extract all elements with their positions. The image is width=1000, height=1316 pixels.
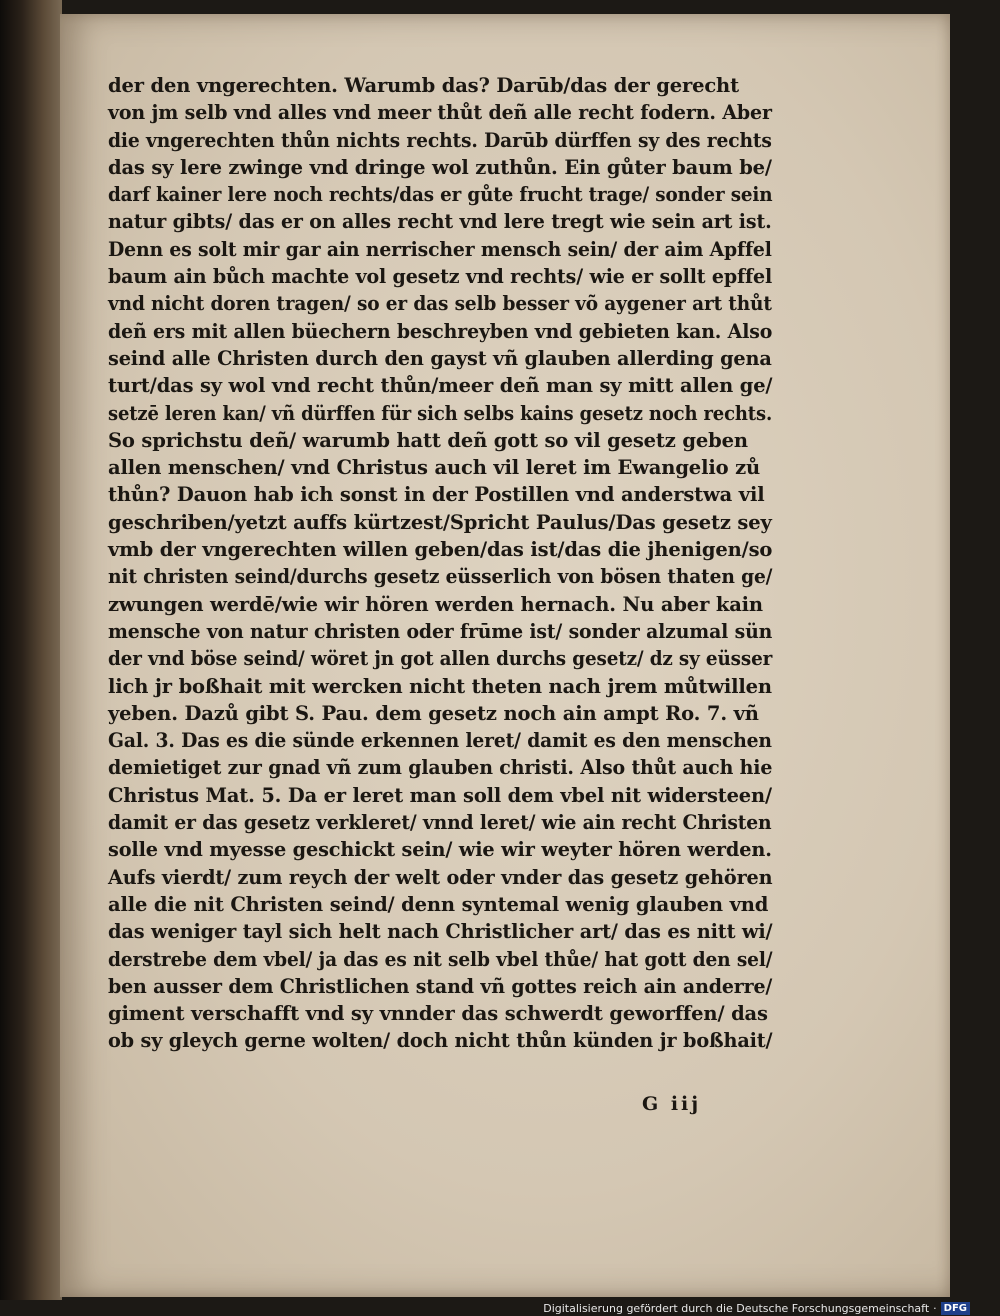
text-line: Aufs vierdt/ zum reych der welt oder vnder das gesetz gehören xyxy=(108,865,773,889)
text-line: baum ain bůch machte vol gesetz vnd rechts/ wie er sollt epffel xyxy=(108,265,773,289)
text-line: ben ausser dem Christlichen stand vñ gottes reich ain anderre/ xyxy=(108,974,773,998)
text-line: allen menschen/ vnd Christus auch vil leret im Ewangelio zů xyxy=(108,456,761,480)
text-line: So sprichstu deñ/ warumb hatt deñ gott so vil gesetz geben xyxy=(108,428,748,452)
text-line: demietiget zur gnad vñ zum glauben christi. Also thůt auch hie xyxy=(108,756,773,780)
text-line: Gal. 3. Das es die sünde erkennen leret/ damit es den menschen xyxy=(108,729,772,753)
text-line: lich jr boßhait mit wercken nicht theten nach jrem můtwillen xyxy=(108,674,772,698)
text-line: der vnd böse seind/ wöret jn got allen durchs gesetz/ dz sy eüsser xyxy=(108,647,773,671)
text-line: turt/das sy wol vnd recht thůn/meer deñ man sy mitt allen ge/ xyxy=(108,374,773,398)
text-line: giment verschafft vnd sy vnnder das schwerdt geworffen/ das xyxy=(108,1002,768,1026)
text-line: die vngerechten thůn nichts rechts. Darūb dürffen sy des rechts xyxy=(108,128,772,152)
text-line: mensche von natur christen oder frūme ist/ sonder alzumal sün xyxy=(108,619,773,643)
text-line: nit christen seind/durchs gesetz eüsserlich von bösen thaten ge/ xyxy=(108,565,773,589)
text-line: setzē leren kan/ vñ dürffen für sich selbs kains gesetz noch rechts. xyxy=(108,401,773,425)
text-line: von jm selb vnd alles vnd meer thůt deñ alle recht fodern. Aber xyxy=(108,101,772,125)
text-line: das weniger tayl sich helt nach Christlicher art/ das es nitt wi/ xyxy=(108,920,773,944)
text-line: solle vnd myesse geschickt sein/ wie wir weyter hören werden. xyxy=(108,838,772,862)
text-line: vnd nicht doren tragen/ so er das selb besser võ aygener art thůt xyxy=(108,292,772,316)
text-line: zwungen werdē/wie wir hören werden hernach. Nu aber kain xyxy=(108,592,763,616)
text-line: Denn es solt mir gar ain nerrischer mensch sein/ der aim Apffel xyxy=(108,237,772,261)
dfg-logo-icon: DFG xyxy=(941,1302,970,1315)
text-line: deñ ers mit allen büechern beschreyben vnd gebieten kan. Also xyxy=(108,319,773,343)
text-line: ob sy gleych gerne wolten/ doch nicht thůn künden jr boßhait/ xyxy=(108,1029,773,1053)
text-line: das sy lere zwinge vnd dringe wol zuthůn. Ein gůter baum be/ xyxy=(108,155,772,179)
book-spine-shadow xyxy=(0,0,62,1300)
text-line: Christus Mat. 5. Da er leret man soll dem vbel nit widersteen/ xyxy=(108,783,772,807)
text-line: derstrebe dem vbel/ ja das es nit selb vbel thůe/ hat gott den sel/ xyxy=(108,947,773,971)
signature-mark: G iij xyxy=(642,1093,702,1115)
text-line: darf kainer lere noch rechts/das er gůte frucht trage/ sonder sein xyxy=(108,183,773,207)
footer-credit: Digitalisierung gefördert durch die Deutsche Forschungsgemeinschaft xyxy=(543,1302,930,1315)
text-line: alle die nit Christen seind/ denn syntemal wenig glauben vnd xyxy=(108,892,769,916)
footer-separator: · xyxy=(933,1302,937,1315)
text-line: geschriben/yetzt auffs kürtzest/Spricht Paulus/Das gesetz sey xyxy=(108,510,772,534)
text-line: damit er das gesetz verkleret/ vnnd leret/ wie ain recht Christen xyxy=(108,811,772,835)
text-line: seind alle Christen durch den gayst vñ glauben allerding gena xyxy=(108,346,772,370)
text-line: thůn? Dauon hab ich sonst in der Postillen vnd anderstwa vil xyxy=(108,483,765,507)
text-line: natur gibts/ das er on alles recht vnd lere tregt wie sein art ist. xyxy=(108,210,772,234)
text-line: der den vngerechten. Warumb das? Darūb/das der gerecht xyxy=(108,74,739,97)
text-line: yeben. Dazů gibt S. Pau. dem gesetz noch ain ampt Ro. 7. vñ xyxy=(108,701,759,725)
page-text-block xyxy=(108,72,772,1055)
digitization-footer xyxy=(543,1302,970,1315)
text-line: vmb der vngerechten willen geben/das ist/das die jhenigen/so xyxy=(108,538,773,562)
